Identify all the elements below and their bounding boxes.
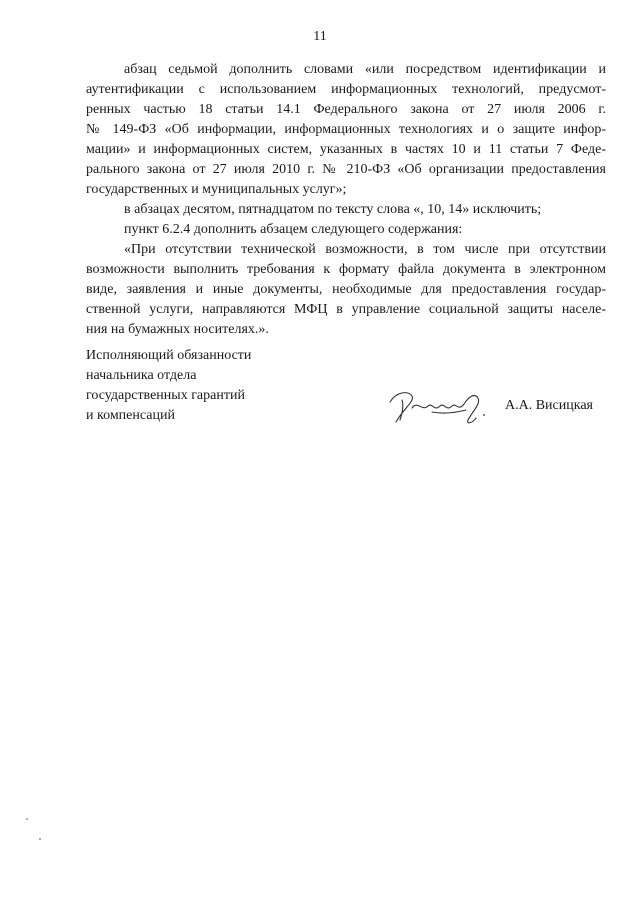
text-line: рального закона от 27 июля 2010 г. № 210-ФЗ «Об организации предоставления (86, 162, 606, 177)
quote-line: ния на бумажных носителях.». (86, 322, 269, 337)
quote-line: ственной услуги, направляются МФЦ в управление социальной защиты населе- (86, 302, 606, 317)
text-line: ренных частью 18 статьи 14.1 Федерального закона от 27 июля 2006 г. (86, 102, 606, 117)
text-line: аутентификации с использованием информационных технологий, предусмот- (86, 82, 606, 97)
text-line: мации» и информационных систем, указанных в частях 10 и 11 статьи 7 Феде- (86, 142, 606, 157)
paragraph-add-clause: пункт 6.2.4 дополнить абзацем следующего содержания: (124, 222, 463, 237)
text-line: государственных и муниципальных услуг»; (86, 182, 347, 197)
handwritten-signature (382, 382, 492, 430)
paragraph-exclude-words: в абзацах десятом, пятнадцатом по тексту слова «, 10, 14» исключить; (124, 202, 542, 217)
scan-speck (39, 838, 41, 840)
scan-speck (26, 818, 28, 820)
paragraph-amendment-seventh-indent (86, 60, 606, 340)
text-line: абзац седьмой дополнить словами «или посредством идентификации и (124, 62, 606, 77)
page-number: 11 (313, 29, 327, 44)
signatory-name: А.А. Висицкая (505, 398, 593, 413)
position-line: Исполняющий обязанности (86, 348, 252, 363)
position-line: начальника отдела (86, 368, 197, 383)
text-line: № 149-ФЗ «Об информации, информационных технологиях и о защите инфор- (86, 122, 606, 137)
signatory-position (86, 346, 251, 426)
quote-line: «При отсутствии технической возможности, в том числе при отсутствии (124, 242, 606, 257)
position-line: и компенсаций (86, 408, 175, 423)
quote-line: возможности выполнить требования к формату файла документа в электронном (86, 262, 606, 277)
quote-line: виде, заявления и иные документы, необходимые для предоставления государ- (86, 282, 606, 297)
position-line: государственных гарантий (86, 388, 245, 403)
